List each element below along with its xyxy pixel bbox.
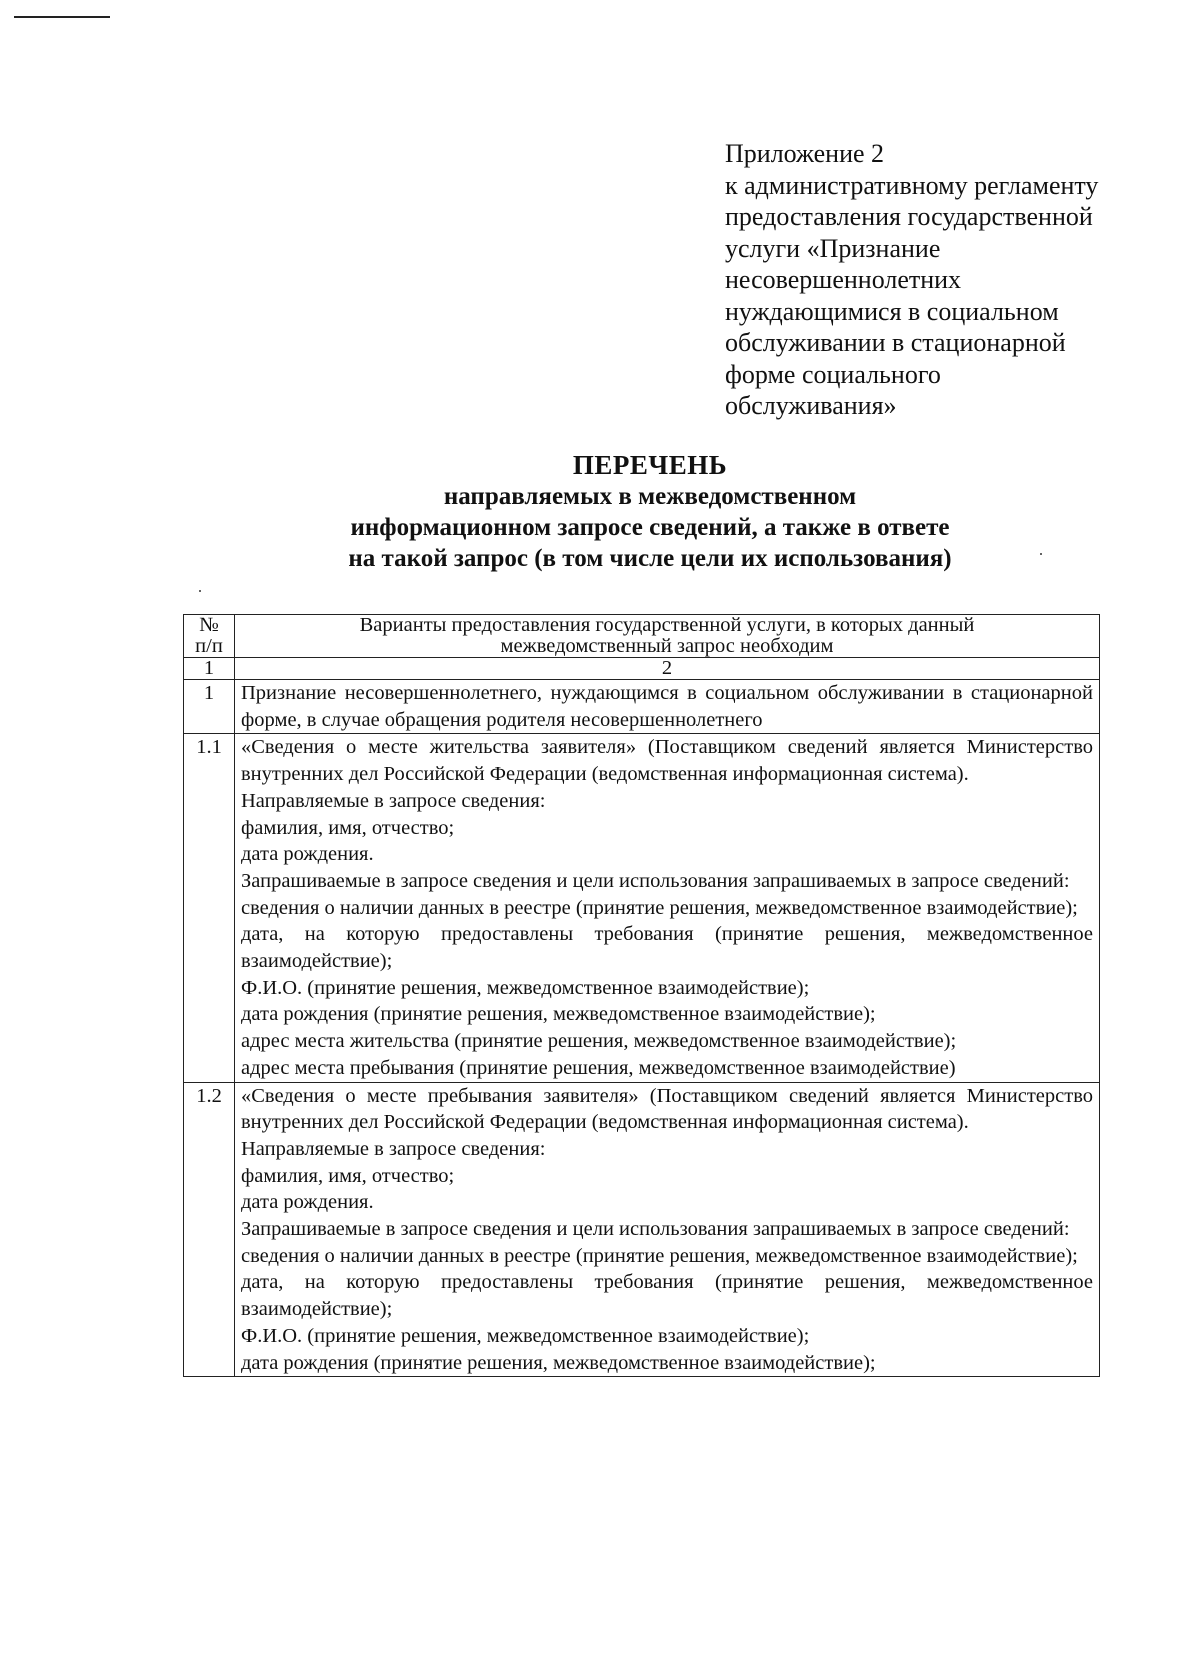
item-line: Запрашиваемые в запросе сведения и цели использования запрашиваемых в запросе сведений: xyxy=(241,1218,1070,1241)
item-content xyxy=(235,1082,1100,1377)
appendix-line: предоставления государственной xyxy=(725,202,1093,231)
table-header-row xyxy=(184,615,1100,658)
scan-mark xyxy=(14,16,110,18)
appendix-line: к административному регламенту xyxy=(725,170,1099,200)
row-num: 1 xyxy=(184,680,235,734)
scan-speck xyxy=(199,590,201,592)
appendix-line: нуждающимися в социальном xyxy=(725,296,1059,326)
row-num: 1.1 xyxy=(184,734,235,1082)
item-line: Ф.И.О. (принятие решения, межведомственное взаимодействие); xyxy=(241,976,810,999)
appendix-line: обслуживания» xyxy=(725,391,897,420)
appendix-line: Приложение 2 xyxy=(725,139,885,168)
row-num: 1.2 xyxy=(184,1082,235,1377)
item-line: Запрашиваемые в запросе сведения и цели использования запрашиваемых в запросе сведений: xyxy=(241,869,1070,892)
index-num-cell: 1 xyxy=(184,658,235,680)
item-line: дата, на которую предоставлены требования (принятие решения, межведомственное взаимодействие); xyxy=(241,1271,1093,1321)
header-desc-line: Варианты предоставления государственной услуги, в которых данный xyxy=(359,614,975,636)
appendix-line: услуги «Признание xyxy=(725,233,941,263)
appendix-line: обслуживании в стационарной xyxy=(725,328,1066,357)
document-title xyxy=(180,450,1120,574)
item-line: фамилия, имя, отчество; xyxy=(241,1164,455,1187)
item-intro: «Сведения о месте пребывания заявителя» (Поставщиком сведений является Министерство внутренних дел Российской Федерации (ведомственная информационная система). xyxy=(241,1084,1093,1134)
item-line: адрес места жительства (принятие решения, межведомственное взаимодействие); xyxy=(241,1030,957,1053)
item-line: Направляемые в запросе сведения: xyxy=(241,1137,546,1160)
item-line: фамилия, имя, отчество; xyxy=(241,816,455,839)
title-main: ПЕРЕЧЕНЬ xyxy=(572,450,728,480)
requests-table xyxy=(183,614,1100,1377)
item-line: дата, на которую предоставлены требования (принятие решения, межведомственное взаимодействие); xyxy=(241,923,1093,973)
table-row xyxy=(184,734,1100,1082)
header-num-cell xyxy=(184,615,235,658)
table-index-row xyxy=(184,658,1100,680)
appendix-line: несовершеннолетних xyxy=(725,265,962,294)
item-line: дата рождения (принятие решения, межведомственное взаимодействие); xyxy=(241,1003,876,1026)
item-line: Ф.И.О. (принятие решения, межведомственное взаимодействие); xyxy=(241,1324,810,1347)
title-line: информационном запросе сведений, а также в ответе xyxy=(350,514,950,541)
item-line: сведения о наличии данных в реестре (принятие решения, межведомственное взаимодействие); xyxy=(241,896,1078,919)
title-line: направляемых в межведомственном xyxy=(443,483,857,510)
appendix-line: форме социального xyxy=(725,359,941,389)
item-content xyxy=(235,734,1100,1082)
header-desc-line: межведомственный запрос необходим xyxy=(500,635,834,657)
item-line: Направляемые в запросе сведения: xyxy=(241,789,546,812)
item-line: дата рождения. xyxy=(241,843,374,866)
table-row xyxy=(184,1082,1100,1377)
table-row xyxy=(184,680,1100,734)
item-line: сведения о наличии данных в реестре (принятие решения, межведомственное взаимодействие); xyxy=(241,1244,1078,1267)
header-desc-cell xyxy=(235,615,1100,658)
header-num-line: п/п xyxy=(195,635,223,657)
header-num-line: № xyxy=(199,614,219,636)
title-line: на такой запрос (в том числе цели их использования) xyxy=(348,545,952,572)
scan-speck xyxy=(1040,553,1042,555)
item-line: дата рождения (принятие решения, межведомственное взаимодействие); xyxy=(241,1351,876,1374)
section-text: Признание несовершеннолетнего, нуждающимся в социальном обслуживании в стационарной форме, в случае обращения родителя несовершеннолетнего xyxy=(235,680,1100,734)
appendix-header xyxy=(725,138,1145,422)
index-desc-cell: 2 xyxy=(235,658,1100,680)
item-intro: «Сведения о месте жительства заявителя» (Поставщиком сведений является Министерство внутренних дел Российской Федерации (ведомственная информационная система). xyxy=(241,736,1093,786)
item-line: дата рождения. xyxy=(241,1191,374,1214)
item-line: адрес места пребывания (принятие решения, межведомственное взаимодействие) xyxy=(241,1056,956,1079)
